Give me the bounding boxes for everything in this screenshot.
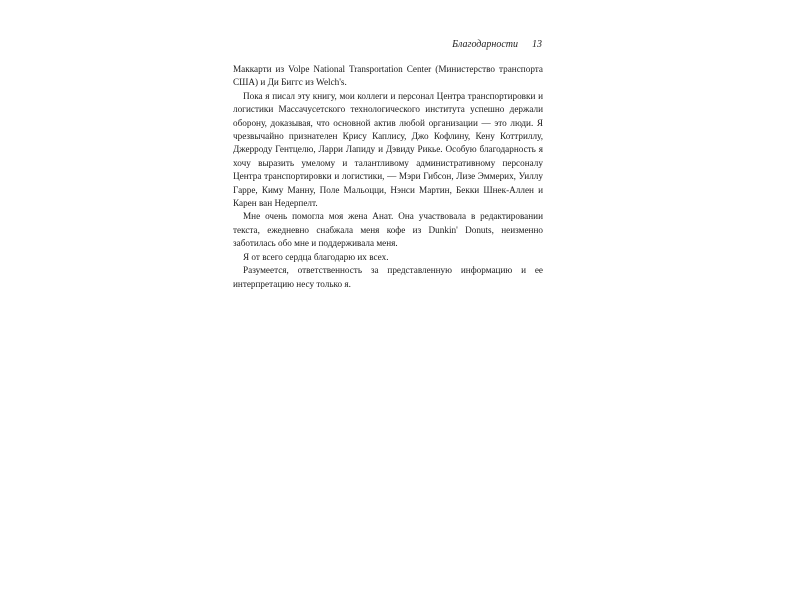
paragraph: Пока я писал эту книгу, мои коллеги и персонал Центра транспортировки и логистики Массачусетского технологического института успешно держали оборону, доказывая, что основной актив любой организации — это люди. Я чрезвычайно признателен Крису Каплису, Джо Кофлину, Кену Коттриллу, Джерроду Гентцелю, Ларри Лапиду и Дэвиду Рикье. Особую благодарность я хочу выразить умелому и талантливому административному персоналу Центра транспортировки и логистики, — Мэри Гибсон, Лизе Эммерих, Уиллу Гарре, Киму Манну, Поле Мальоцци, Нэнси Мартин, Бекки Шнек-Аллен и Карен ван Недерпелт. — [233, 90, 543, 209]
paragraph: Маккарти из Volpe National Transportation Center (Министерство транспорта США) и Ди Биггс из Welch's. — [233, 64, 543, 88]
page-number: 13 — [532, 39, 542, 50]
paragraph: Мне очень помогла моя жена Анат. Она участвовала в редактировании текста, ежедневно снабжала меня кофе из Dunkin' Donuts, неизменно заботилась обо мне и поддерживала меня. — [233, 211, 543, 249]
body-text — [233, 63, 543, 291]
paragraph: Я от всего сердца благодарю их всех. — [243, 251, 389, 262]
section-title: Благодарности — [452, 39, 518, 50]
running-header — [452, 39, 542, 50]
paragraph: Разумеется, ответственность за представленную информацию и ее интерпретацию несу только я. — [233, 265, 543, 289]
